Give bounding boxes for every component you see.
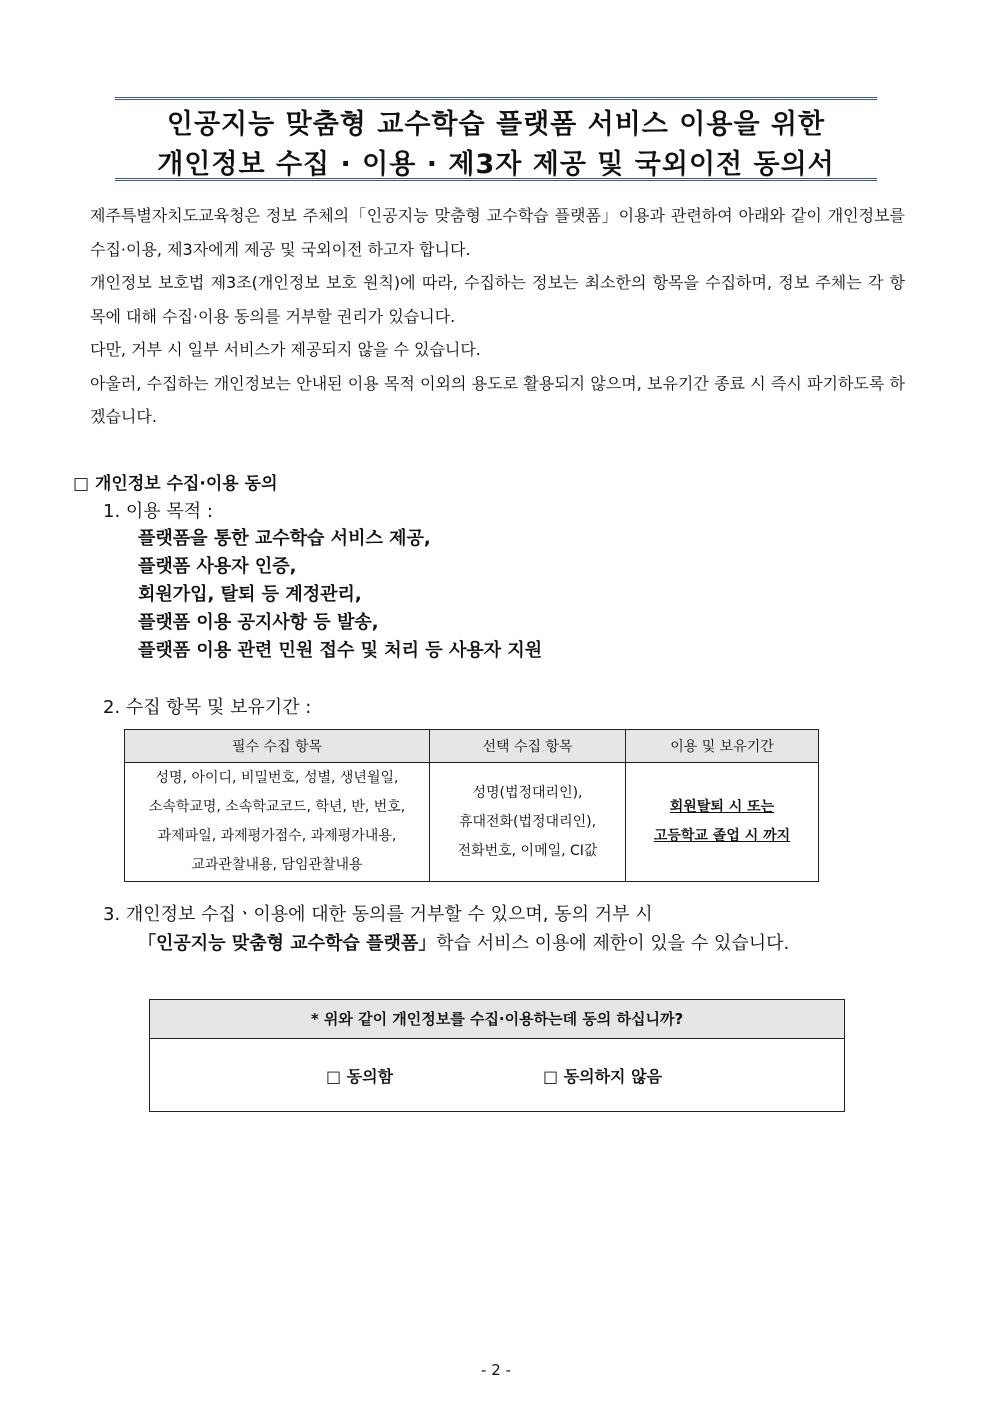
intro-text <box>90 199 905 434</box>
required-item-line: 과제파일, 과제평가점수, 과제평가내용, <box>157 828 397 844</box>
optional-item-line: 성명(법정대리인), <box>472 784 583 801</box>
collection-table <box>124 729 819 882</box>
document-title <box>115 97 877 181</box>
table-header: 선택 수집 항목 <box>430 730 626 763</box>
item-3-line-1: 3. 개인정보 수집ㆍ이용에 대한 동의를 거부할 수 있으며, 동의 거부 시 <box>103 904 653 925</box>
required-item-line: 소속학교명, 소속학교코드, 학년, 반, 번호, <box>148 799 406 815</box>
item-2-label: 2. 수집 항목 및 보유기간 : <box>103 697 312 718</box>
optional-item-line: 전화번호, 이메일, CI값 <box>457 842 598 859</box>
platform-name: 「인공지능 맞춤형 교수학습 플랫폼」 <box>138 933 437 954</box>
required-items-cell <box>125 763 430 882</box>
purpose-item: 플랫폼 이용 관련 민원 접수 및 처리 등 사용자 지원 <box>138 640 543 661</box>
section-heading: □ 개인정보 수집·이용 동의 <box>73 474 278 494</box>
disagree-checkbox[interactable]: □ 동의하지 않음 <box>543 1067 662 1086</box>
purpose-item: 플랫폼 사용자 인증, <box>138 556 297 577</box>
item-1-label: 1. 이용 목적 : <box>103 501 213 522</box>
intro-paragraph: 다만, 거부 시 일부 서비스가 제공되지 않을 수 있습니다. <box>90 340 481 359</box>
required-item-line: 교과관찰내용, 담임관찰내용 <box>191 857 363 873</box>
purpose-item: 플랫폼 이용 공지사항 등 발송, <box>138 612 379 633</box>
intro-paragraph: 아울러, 수집하는 개인정보는 안내된 이용 목적 이외의 용도로 활용되지 않으며, 보유기간 종료 시 즉시 파기하도록 하겠습니다. <box>90 373 905 426</box>
purpose-list <box>138 525 542 665</box>
agree-checkbox[interactable]: □ 동의함 <box>326 1067 394 1086</box>
required-item-line: 성명, 아이디, 비밀번호, 성별, 생년월일, <box>155 770 399 786</box>
title-line-2: 개인정보 수집 · 이용 · 제3자 제공 및 국외이전 동의서 <box>157 149 835 180</box>
table-header: 필수 수집 항목 <box>125 730 430 763</box>
retention-line: 고등학교 졸업 시 까지 <box>653 828 791 844</box>
page-number: - 2 - <box>481 1361 511 1379</box>
intro-paragraph: 개인정보 보호법 제3조(개인정보 보호 원칙)에 따라, 수집하는 정보는 최소한의 항목을 수집하며, 정보 주체는 각 항목에 대해 수집·이용 동의를 거부할 권리가 있습니다. <box>90 273 905 326</box>
purpose-item: 플랫폼을 통한 교수학습 서비스 제공, <box>138 528 431 549</box>
consent-box <box>149 999 845 1112</box>
table-row <box>125 763 819 882</box>
retention-line: 회원탈퇴 시 또는 <box>669 799 775 815</box>
optional-item-line: 휴대전화(법정대리인), <box>458 813 597 830</box>
consent-question: * 위와 같이 개인정보를 수집·이용하는데 동의 하십니까? <box>150 1000 844 1039</box>
purpose-item: 회원가입, 탈퇴 등 계정관리, <box>138 584 362 605</box>
title-line-1: 인공지능 맞춤형 교수학습 플랫폼 서비스 이용을 위한 <box>166 109 826 140</box>
retention-cell <box>626 763 819 882</box>
item-3-line-2-rest: 학습 서비스 이용에 제한이 있을 수 있습니다. <box>436 933 790 954</box>
table-header-row <box>125 730 819 763</box>
optional-items-cell <box>430 763 626 882</box>
item-3-line-2 <box>103 929 789 958</box>
table-header: 이용 및 보유기간 <box>626 730 819 763</box>
item-3-note <box>103 900 789 958</box>
intro-paragraph: 제주특별자치도교육청은 정보 주체의「인공지능 맞춤형 교수학습 플랫폼」이용과 관련하여 아래와 같이 개인정보를 수집·이용, 제3자에게 제공 및 국외이전 하고자 합니다. <box>90 206 905 259</box>
